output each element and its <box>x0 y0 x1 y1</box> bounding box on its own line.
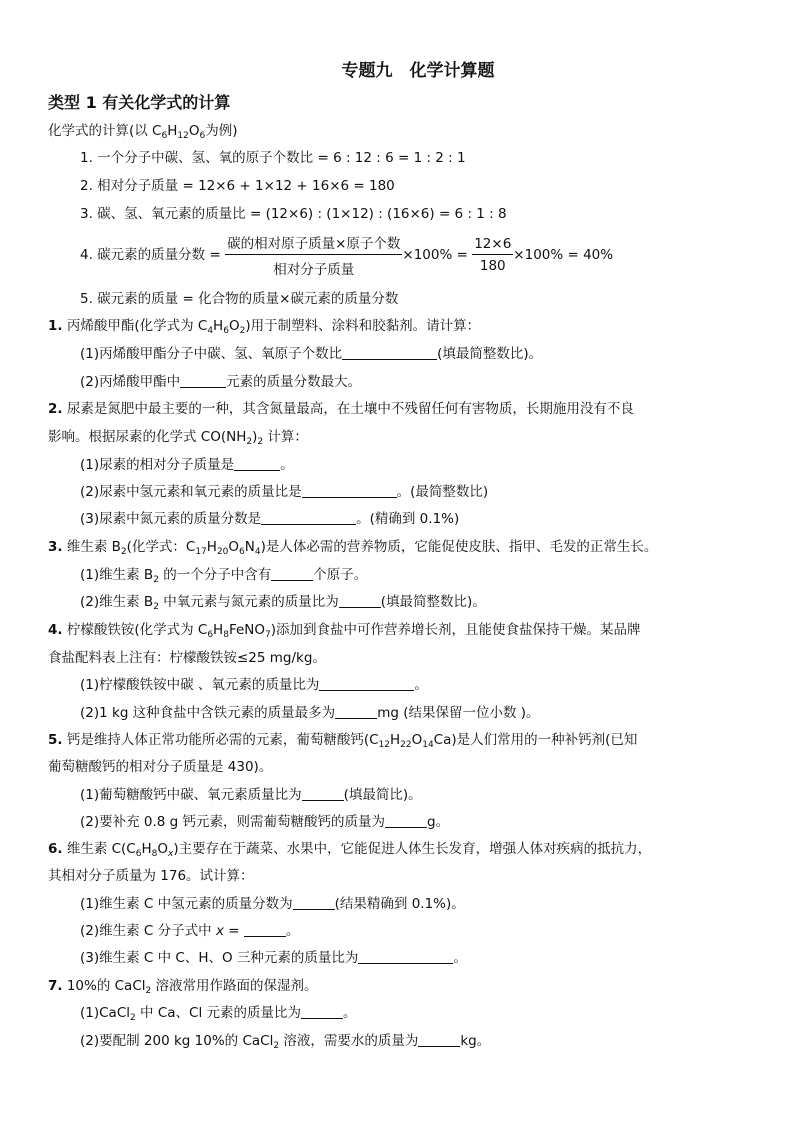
answer-blank[interactable] <box>418 1032 460 1047</box>
answer-blank[interactable] <box>261 510 356 525</box>
question-6-part-1: (1)维生素 C 中氢元素的质量分数为 (结果精确到 0.1%)。 <box>80 896 465 912</box>
question-3-stem: 3. 维生素 $B_2$(化学式：$C_{17}H_{20}O_6N_4$)是人体必需的营养物质，它能促使皮肤、指甲、毛发的正常生长。 <box>48 539 658 557</box>
question-2-stem-line-2: 影响。根据尿素的化学式 $CO(NH_2)_2$ 计算： <box>48 429 308 447</box>
answer-blank[interactable] <box>335 704 377 719</box>
question-2-stem: 2. 尿素是氮肥中最主要的一种，其含氮量最高，在土壤中不残留任何有害物质，长期施用没有不良 <box>48 401 634 417</box>
question-6-part-3: (3)维生素 C 中 C、H、O 三种元素的质量比为 。 <box>80 950 467 966</box>
intro-item-3: 3. 碳、氢、氧元素的质量比 = (12×6) : (1×12) : (16×6) = 6 : 1 : 8 <box>80 206 507 222</box>
question-1-part-2: (2)丙烯酸甲酯中 元素的质量分数最大。 <box>80 374 362 390</box>
question-4-part-1: (1)柠檬酸铁铵中碳 、氧元素的质量比为 。 <box>80 677 428 693</box>
answer-blank[interactable] <box>293 895 335 910</box>
question-2-part-2: (2)尿素中氢元素和氧元素的质量比是 。(最简整数比) <box>80 484 489 500</box>
question-7-part-2: (2)要配制 200 kg 10%的 CaCl$_2$ 溶液，需要水的质量为 kg。 <box>80 1033 491 1051</box>
question-5-stem: 5. 钙是维持人体正常功能所必需的元素，葡萄糖酸钙$(C_{12}H_{22}O_{14}Ca)$是人们常用的一种补钙剂(已知 <box>48 732 638 750</box>
answer-blank[interactable] <box>244 922 286 937</box>
question-4-part-2: (2)1 kg 这种食盐中含铁元素的质量最多为 mg (结果保留一位小数 )。 <box>80 705 540 721</box>
fraction-2: $\frac{12\times 6}{180}$ <box>474 236 512 274</box>
question-1-stem: 1. 丙烯酸甲酯(化学式为 $C_4H_6O_2$)用于制塑料、涂料和胶黏剂。请计算： <box>48 318 481 336</box>
intro-item-4-formula: 4. 碳元素的质量分数 = $\frac{\text{碳的相对原子质量×原子个数}}{\text{相对分子质量}}$ ×100% = $\frac{12\times 6}{180}$ ×100% = 40% <box>80 232 613 278</box>
question-3-part-1: (1)维生素 $B_2$ 的一个分子中含有 个原子。 <box>80 567 368 585</box>
question-4-stem-line-2: 食盐配料表上注有：柠檬酸铁铵≤25 mg/kg。 <box>48 650 326 666</box>
question-6-stem: 6. 维生素 $C(C_6H_8O_x)$主要存在于蔬菜、水果中，它能促进人体生长发育，增强人体对疾病的抵抗力， <box>48 841 652 859</box>
question-2-part-3: (3)尿素中氮元素的质量分数是 。(精确到 0.1%) <box>80 511 460 527</box>
fraction-1: $\frac{\text{碳的相对原子质量×原子个数}}{\text{相对分子质量}}$ <box>225 232 402 278</box>
answer-blank[interactable] <box>180 373 226 388</box>
section-heading: 类型 1 有关化学式的计算 <box>48 93 231 112</box>
question-7-stem: 7. 10%的 CaCl$_2$ 溶液常用作路面的保湿剂。 <box>48 978 318 996</box>
answer-blank[interactable] <box>301 1004 343 1019</box>
answer-blank[interactable] <box>302 786 344 801</box>
question-6-stem-line-2: 其相对分子质量为 176。试计算： <box>48 868 254 884</box>
intro-line: 化学式的计算(以 $C_6H_{12}O_6$为例) <box>48 123 238 141</box>
answer-blank[interactable] <box>234 456 280 471</box>
question-5-part-1: (1)葡萄糖酸钙中碳、氧元素质量比为 (填最简比)。 <box>80 787 422 803</box>
answer-blank[interactable] <box>319 676 414 691</box>
question-4-stem: 4. 柠檬酸铁铵(化学式为 $C_6H_8FeNO_7$)添加到食盐中可作营养增长剂，且能使食盐保持干燥。某品牌 <box>48 622 641 640</box>
answer-blank[interactable] <box>385 813 427 828</box>
question-6-part-2: (2)维生素 C 分子式中 x = 。 <box>80 923 300 939</box>
intro-item-1: 1. 一个分子中碳、氢、氧的原子个数比 = 6 : 12 : 6 = 1 : 2 : 1 <box>80 150 466 166</box>
answer-blank[interactable] <box>358 949 453 964</box>
page-title: 专题九 化学计算题 <box>341 61 495 81</box>
answer-blank[interactable] <box>342 345 437 360</box>
intro-item-5: 5. 碳元素的质量 = 化合物的质量×碳元素的质量分数 <box>80 291 399 307</box>
question-1-part-1: (1)丙烯酸甲酯分子中碳、氢、氧原子个数比 (填最简整数比)。 <box>80 346 543 362</box>
question-3-part-2: (2)维生素 $B_2$ 中氧元素与氮元素的质量比为 (填最简整数比)。 <box>80 594 486 612</box>
answer-blank[interactable] <box>302 483 397 498</box>
question-7-part-1: (1)CaCl$_2$ 中 Ca、Cl 元素的质量比为 。 <box>80 1005 357 1023</box>
question-5-stem-line-2: 葡萄糖酸钙的相对分子质量是 430)。 <box>48 759 273 775</box>
question-5-part-2: (2)要补充 0.8 g 钙元素，则需葡萄糖酸钙的质量为 g。 <box>80 814 450 830</box>
answer-blank[interactable] <box>271 566 313 581</box>
answer-blank[interactable] <box>339 593 381 608</box>
intro-item-2: 2. 相对分子质量 = 12×6 + 1×12 + 16×6 = 180 <box>80 178 395 194</box>
question-2-part-1: (1)尿素的相对分子质量是 。 <box>80 457 294 473</box>
